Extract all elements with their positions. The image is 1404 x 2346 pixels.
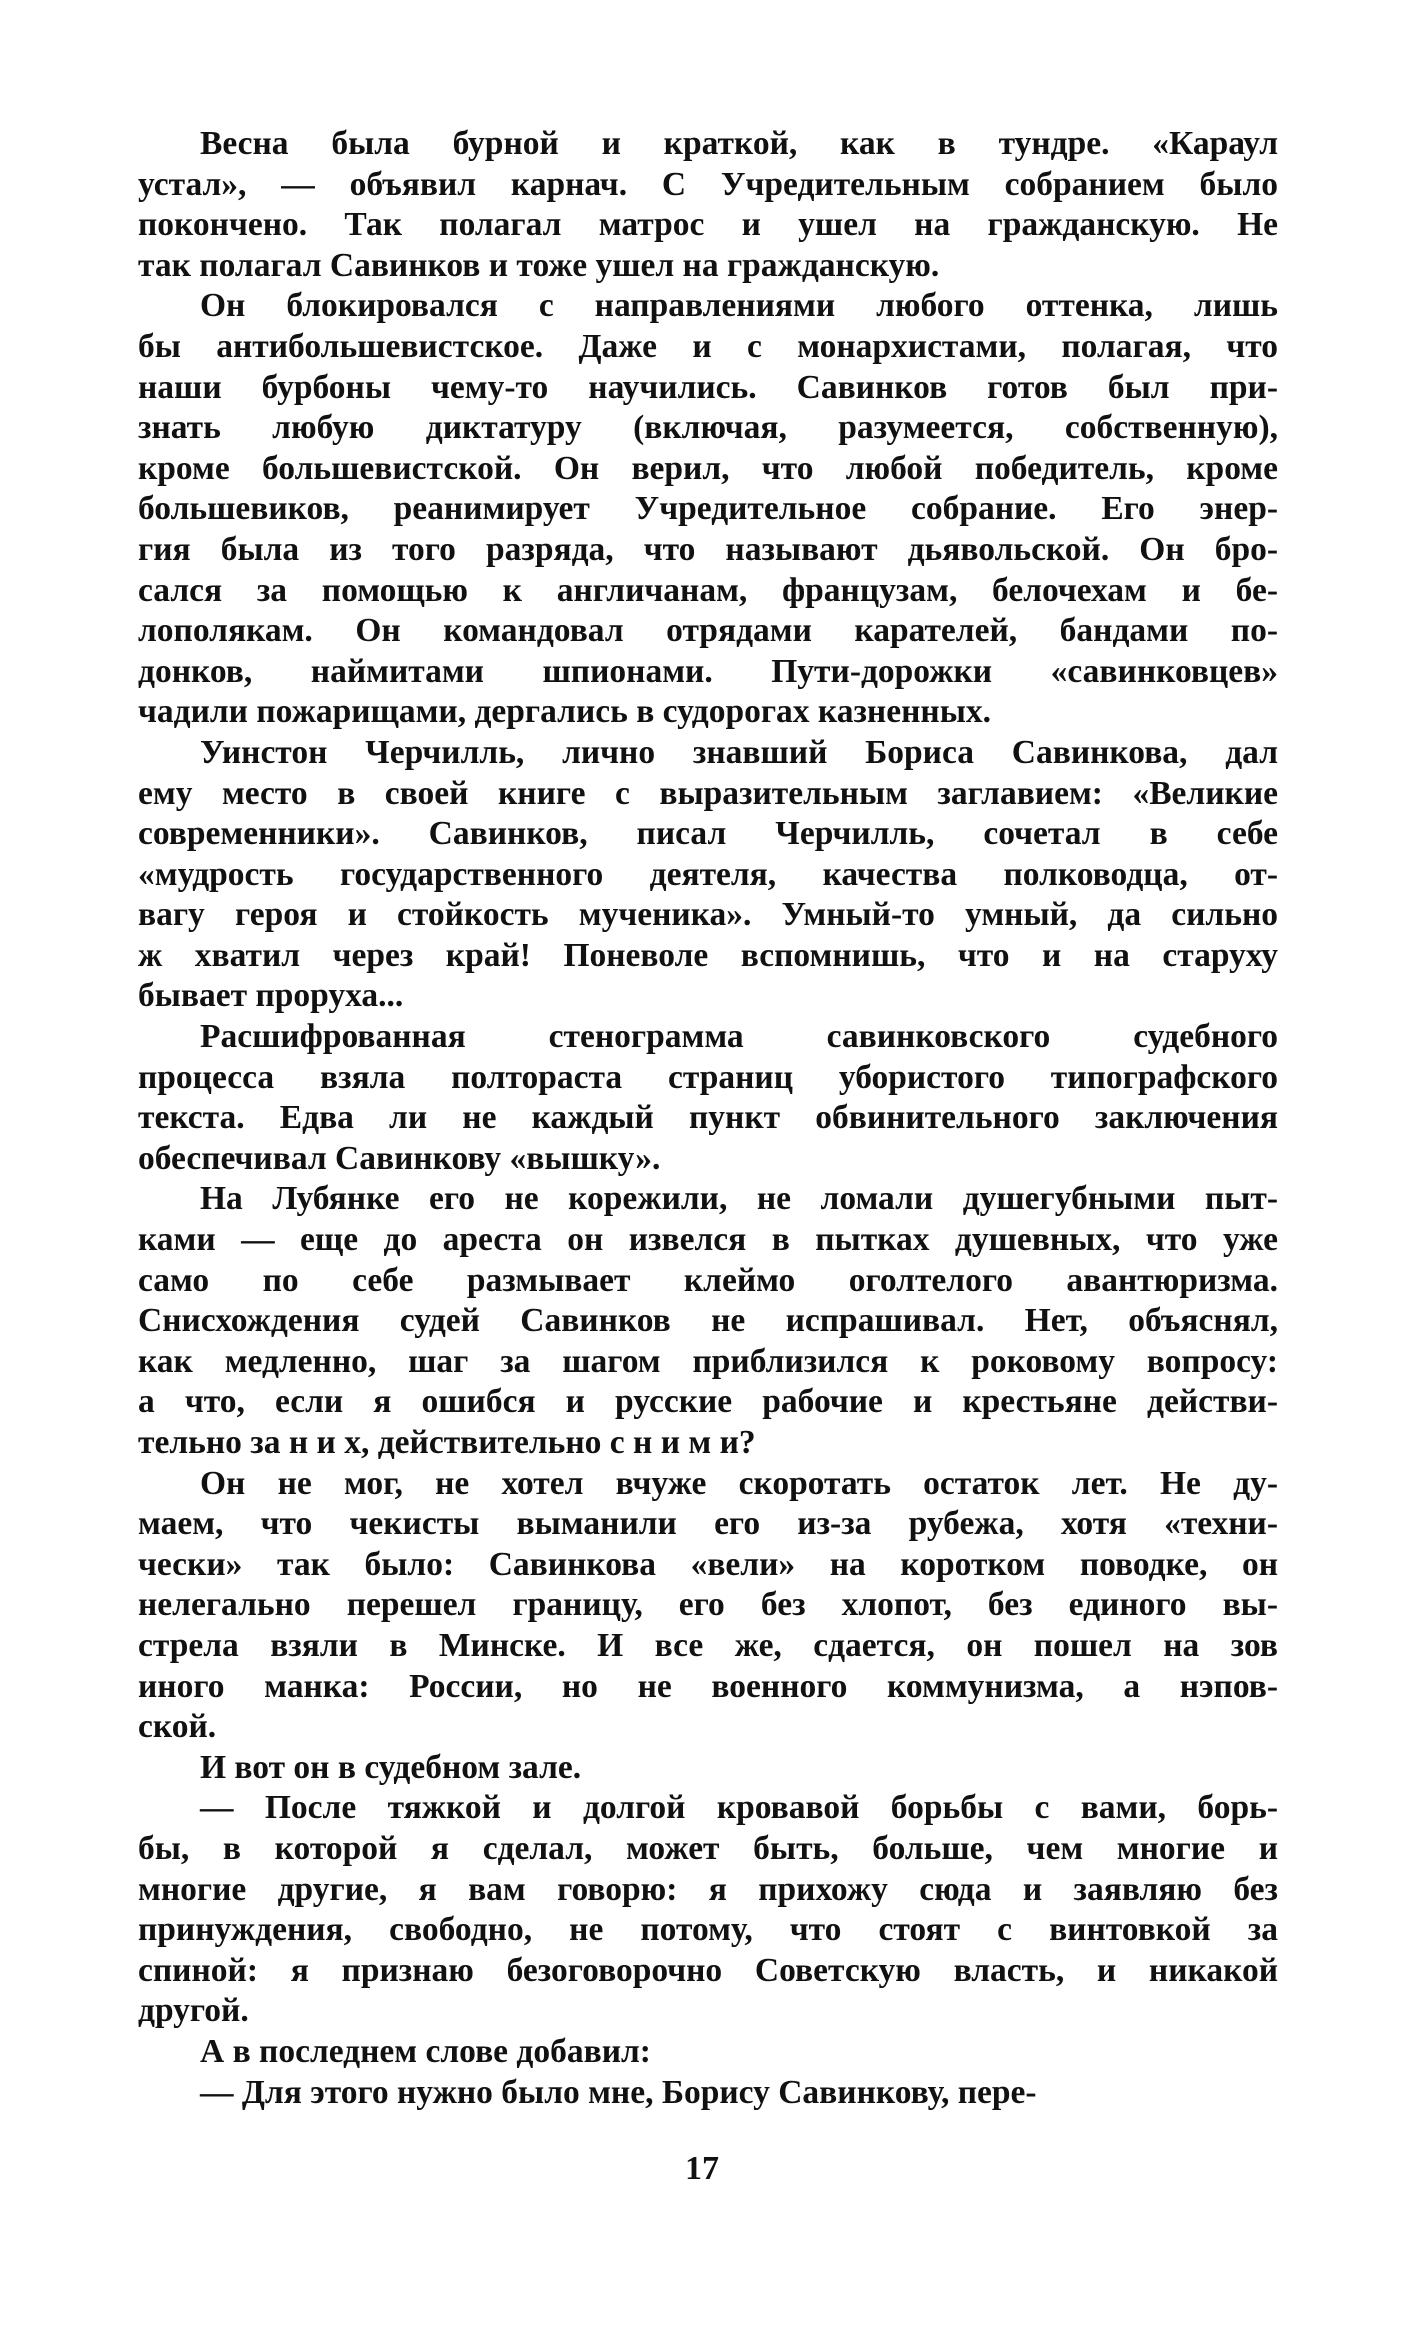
paragraph <box>138 1748 1278 1789</box>
text-line: так полагал Савинков и тоже ушел на гражданскую. <box>138 246 940 284</box>
text-line: кроме большевистской. Он верил, что любой победитель, кроме <box>138 449 1278 487</box>
text-line: а что, если я ошибся и русские рабочие и крестьяне действи- <box>138 1383 1278 1421</box>
paragraph <box>138 1788 1278 2032</box>
text-line: лополякам. Он командовал отрядами карателей, бандами по- <box>138 612 1278 650</box>
text-line: само по себе размывает клеймо оголтелого авантюризма. <box>138 1261 1278 1299</box>
paragraph <box>138 1179 1278 1463</box>
text-line: маем, что чекисты выманили его из-за рубежа, хотя «техни- <box>138 1505 1278 1543</box>
text-line: Он блокировался с направлениями любого оттенка, лишь <box>200 287 1278 325</box>
text-line: На Лубянке его не корежили, не ломали душегубными пыт- <box>200 1180 1278 1218</box>
text-line: ж хватил через край! Поневоле вспомнишь, что и на старуху <box>138 936 1278 974</box>
text-line: нелегально перешел границу, его без хлопот, без единого вы- <box>138 1586 1278 1624</box>
text-line: принуждения, свободно, не потому, что стоят с винтовкой за <box>138 1911 1278 1949</box>
text-line: стрела взяли в Минске. И все же, сдается, он пошел на зов <box>138 1626 1278 1664</box>
text-line: сался за помощью к англичанам, французам, белочехам и бе- <box>138 571 1278 609</box>
text-line: Он не мог, не хотел вчуже скоротать остаток лет. Не ду- <box>200 1464 1278 1502</box>
text-line: чадили пожарищами, дергались в судорогах казненных. <box>138 693 991 731</box>
text-line: как медленно, шаг за шагом приблизился к роковому вопросу: <box>138 1342 1278 1380</box>
text-line: «мудрость государственного деятеля, качества полководца, от- <box>138 855 1278 893</box>
text-line: многие другие, я вам говорю: я прихожу сюда и заявляю без <box>138 1870 1278 1908</box>
text-line: обеспечивал Савинкову «вышку». <box>138 1139 661 1177</box>
text-line: иного манка: России, но не военного коммунизма, а нэпов- <box>138 1667 1278 1705</box>
text-line: большевиков, реанимирует Учредительное собрание. Его энер- <box>138 490 1278 528</box>
text-line: наши бурбоны чему-то научились. Савинков готов был при- <box>138 368 1278 406</box>
paragraph <box>138 1464 1278 1748</box>
body-text <box>138 124 1278 2113</box>
text-line: донков, наймитами шпионами. Пути-дорожки «савинковцев» <box>138 652 1278 690</box>
paragraph <box>138 733 1278 1017</box>
text-line: Расшифрованная стенограмма савинковского судебного <box>200 1018 1278 1056</box>
text-line: ему место в своей книге с выразительным заглавием: «Великие <box>138 774 1278 812</box>
text-line: тельно за н и х, действительно с н и м и? <box>138 1424 756 1461</box>
text-line: бывает проруха... <box>138 977 404 1015</box>
text-line: покончено. Так полагал матрос и ушел на гражданскую. Не <box>138 206 1278 244</box>
text-line: И вот он в судебном зале. <box>200 1748 582 1786</box>
text-line: спиной: я признаю безоговорочно Советскую власть, и никакой <box>138 1951 1278 1989</box>
text-line: другой. <box>138 1992 249 2030</box>
text-line: бы, в которой я сделал, может быть, больше, чем многие и <box>138 1829 1278 1867</box>
text-line: бы антибольшевистское. Даже и с монархистами, полагая, что <box>138 327 1278 365</box>
text-line: ками — еще до ареста он извелся в пытках душевных, что уже <box>138 1221 1278 1259</box>
text-line: ской. <box>138 1708 217 1746</box>
paragraph <box>138 2073 1278 2114</box>
text-line: текста. Едва ли не каждый пункт обвинительного заключения <box>138 1099 1278 1137</box>
paragraph <box>138 2032 1278 2073</box>
text-line: — После тяжкой и долгой кровавой борьбы с вами, борь- <box>200 1789 1278 1827</box>
text-line: А в последнем слове добавил: <box>200 2032 651 2070</box>
page-number: 17 <box>685 2150 719 2187</box>
text-line: вагу героя и стойкость мученика». Умный-то умный, да сильно <box>138 896 1278 934</box>
paragraph <box>138 1017 1278 1179</box>
text-line: Снисхождения судей Савинков не испрашивал. Нет, объяснял, <box>138 1302 1278 1340</box>
text-line: знать любую диктатуру (включая, разумеется, собственную), <box>138 409 1278 447</box>
text-line: устал», — объявил карнач. С Учредительным собранием было <box>138 165 1278 203</box>
text-line: гия была из того разряда, что называют дьявольской. Он бро- <box>138 530 1278 568</box>
paragraph <box>138 286 1278 733</box>
text-line: современники». Савинков, писал Черчилль, сочетал в себе <box>138 815 1278 853</box>
text-line: процесса взяла полтораста страниц убористого типографского <box>138 1058 1278 1096</box>
text-line: чески» так было: Савинкова «вели» на коротком поводке, он <box>138 1545 1278 1583</box>
text-line: Уинстон Черчилль, лично знавший Бориса Савинкова, дал <box>200 733 1278 771</box>
text-line: Весна была бурной и краткой, как в тундре. «Караул <box>200 125 1278 162</box>
text-line: — Для этого нужно было мне, Борису Савинкову, пере- <box>200 2073 1037 2111</box>
paragraph <box>138 124 1278 286</box>
